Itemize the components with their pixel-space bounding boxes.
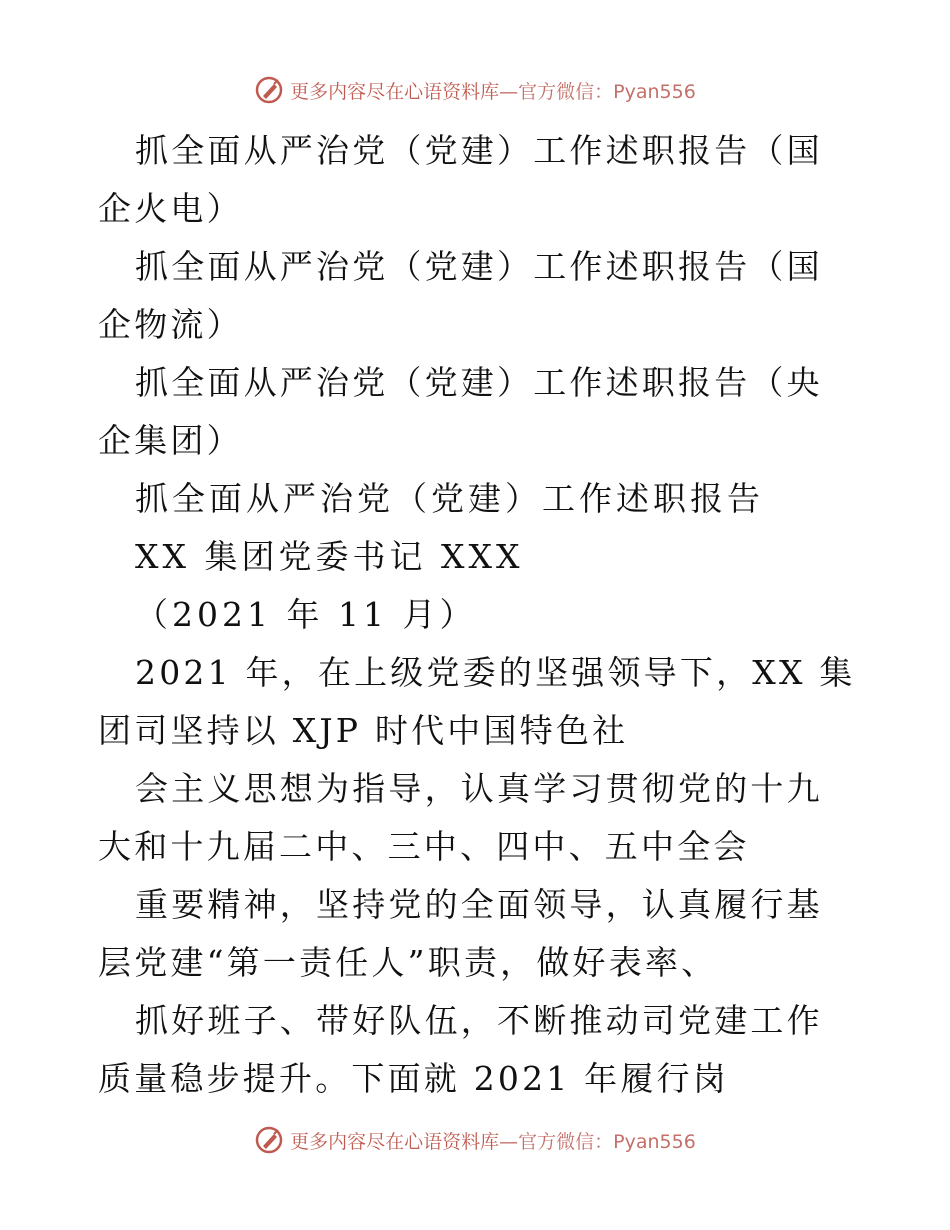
paragraph: 抓全面从严治党（党建）工作述职报告 [135, 479, 764, 518]
paragraph: 抓好班子、带好队伍，不断推动司党建工作质量稳步提升。下面就 2021 年履行岗 [98, 1001, 823, 1098]
watermark-contact: —官方微信：Pyan556 [499, 80, 696, 103]
paragraph: 抓全面从严治党（党建）工作述职报告（国企物流） [98, 247, 823, 344]
watermark-text: 更多内容尽在心语资料库 [290, 80, 500, 103]
date-line: （2021 年 11 月） [135, 595, 477, 634]
paragraph: 会主义思想为指导，认真学习贯彻党的十九大和十九届二中、三中、四中、五中全会 [98, 769, 823, 866]
paragraph: 抓全面从严治党（党建）工作述职报告（央企集团） [98, 363, 823, 460]
footer-watermark [0, 1120, 950, 1160]
paragraph: 抓全面从严治党（党建）工作述职报告（国企火电） [98, 131, 823, 228]
pen-logo-icon [254, 1125, 284, 1155]
watermark-contact: —官方微信：Pyan556 [499, 1130, 696, 1153]
pen-logo-icon [254, 75, 284, 105]
paragraph: 2021 年，在上级党委的坚强领导下，XX 集团司坚持以 XJP 时代中国特色社 [98, 653, 856, 750]
author-line: XX 集团党委书记 XXX [135, 537, 524, 576]
document-body [98, 122, 858, 1108]
watermark-text: 更多内容尽在心语资料库 [290, 1130, 500, 1153]
header-watermark [0, 70, 950, 110]
paragraph: 重要精神，坚持党的全面领导，认真履行基层党建“第一责任人”职责，做好表率、 [98, 885, 823, 982]
